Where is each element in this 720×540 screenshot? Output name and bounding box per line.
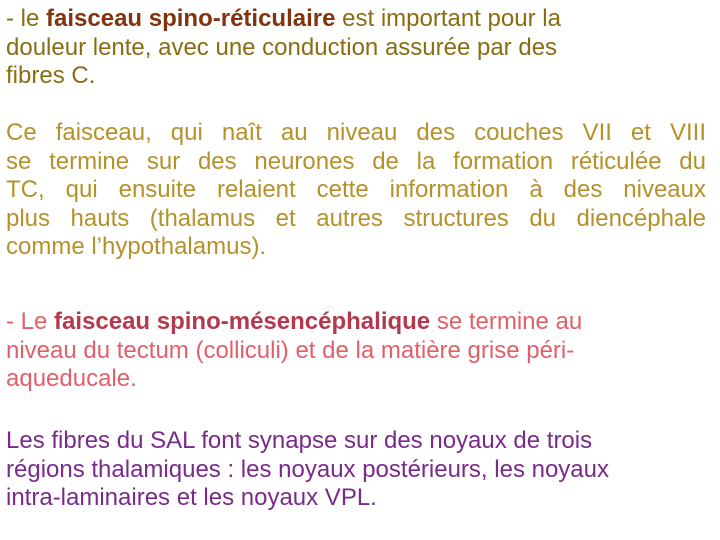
text-run: est important pour la <box>335 5 561 32</box>
paragraph-line: aqueducale. <box>6 365 137 392</box>
paragraph-origin-termination <box>6 119 706 262</box>
paragraph-line: TC, qui ensuite relaient cette information à des niveaux <box>6 176 706 203</box>
paragraph-line: comme l’hypothalamus). <box>6 233 267 260</box>
paragraph-line: fibres C. <box>6 62 96 89</box>
bold-term: faisceau spino-réticulaire <box>46 5 336 32</box>
paragraph-line: intra-laminaires et les noyaux VPL. <box>6 484 377 511</box>
paragraph-line: plus hauts (thalamus et autres structures du diencéphale <box>6 204 706 232</box>
paragraph-line <box>6 5 706 34</box>
paragraph-spino-mesencephalic <box>6 308 706 394</box>
paragraph-line: se termine sur des neurones de la formation réticulée du <box>6 147 706 175</box>
paragraph-sal-fibres <box>6 427 706 513</box>
paragraph-line: Les fibres du SAL font synapse sur des noyaux de trois <box>6 427 593 454</box>
paragraph-spino-reticular <box>6 5 706 91</box>
paragraph-line: Ce faisceau, qui naît au niveau des couches VII et VIII <box>6 119 706 146</box>
paragraph-line: niveau du tectum (colliculi) et de la matière grise péri- <box>6 336 575 364</box>
paragraph-line: régions thalamiques : les noyaux postérieurs, les noyaux <box>6 455 609 483</box>
text-run: se termine au <box>430 308 583 335</box>
bold-term: faisceau spino-mésencéphalique <box>54 308 431 335</box>
text-prefix: - Le <box>6 308 55 335</box>
paragraph-line: douleur lente, avec une conduction assurée par des <box>6 33 558 61</box>
text-prefix: - le <box>6 5 47 32</box>
paragraph-line <box>6 308 706 337</box>
